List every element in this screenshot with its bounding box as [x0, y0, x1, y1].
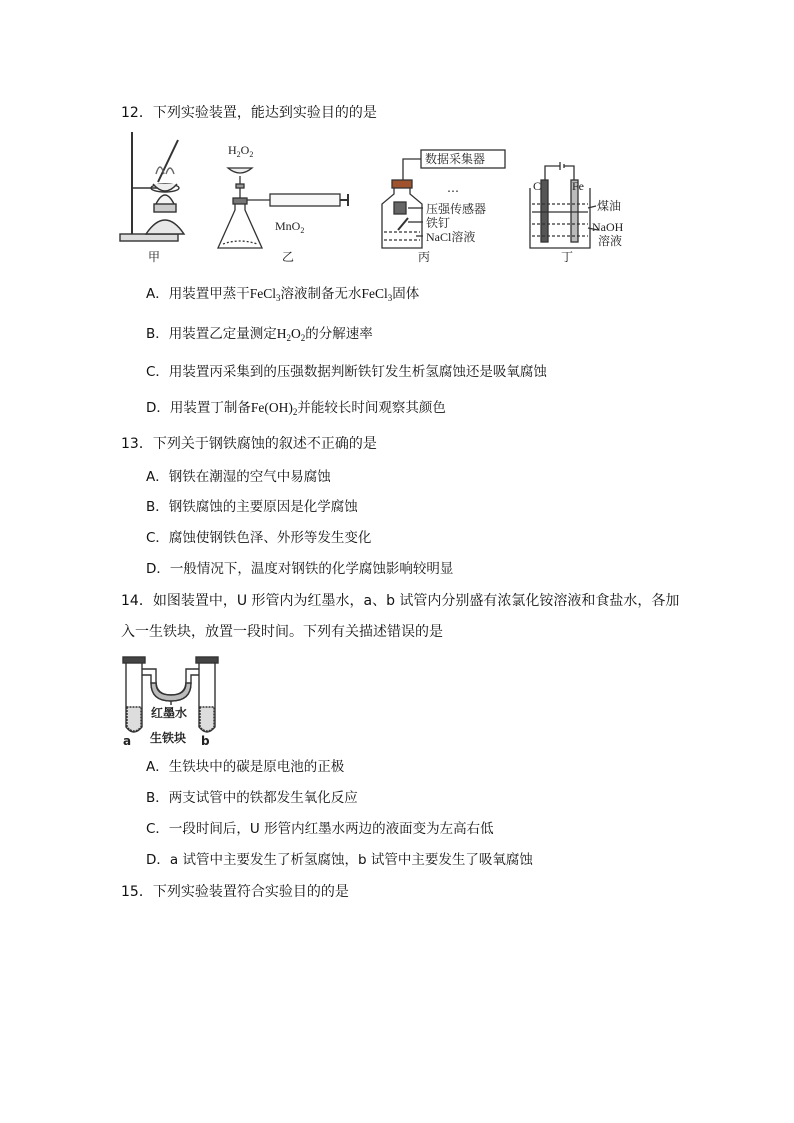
yi-mno2-label: MnO$_2$ — [275, 219, 305, 235]
caption-bing: 丙 — [418, 250, 431, 264]
caption-jia: 甲 — [148, 250, 161, 264]
caption-yi: 乙 — [282, 250, 295, 264]
ding-kerosene-label: 煤油 — [597, 199, 622, 213]
yi-h2o2-label: $H_2O_2$ — [228, 143, 254, 159]
bing-nail-label: 铁钉 — [426, 216, 451, 230]
apparatus-yi — [218, 168, 348, 248]
q14-figure — [118, 655, 228, 747]
q14-red-ink-label: 红墨水 — [151, 706, 188, 720]
bing-collector-label: 数据采集器 — [425, 152, 486, 166]
q14-tube-a-label: a — [123, 734, 132, 747]
q14-option-d[interactable]: D．a 试管中主要发生了析氢腐蚀，b 试管中主要发生了吸氧腐蚀 — [146, 852, 533, 868]
q13-stem: 13．下列关于钢铁腐蚀的叙述不正确的是 — [121, 436, 377, 452]
q13-option-a[interactable]: A．钢铁在潮湿的空气中易腐蚀 — [146, 469, 331, 485]
q14-stem-line2: 入一生铁块，放置一段时间。下列有关描述错误的是 — [121, 624, 443, 640]
q15-stem: 15．下列实验装置符合实验目的的是 — [121, 884, 349, 900]
q12-option-b[interactable]: B．用装置乙定量测定$H_2O_2$的分解速率 — [146, 326, 373, 343]
q13-option-b[interactable]: B．钢铁腐蚀的主要原因是化学腐蚀 — [146, 499, 358, 515]
ding-c-label: C — [533, 179, 542, 193]
q14-option-b[interactable]: B．两支试管中的铁都发生氧化反应 — [146, 790, 358, 806]
q14-iron-block-label: 生铁块 — [150, 731, 187, 745]
bing-sensor-label: 压强传感器 — [426, 202, 487, 216]
q12-stem: 12．下列实验装置，能达到实验目的的是 — [121, 105, 377, 121]
q13-option-c[interactable]: C．腐蚀使钢铁色泽、外形等发生变化 — [146, 530, 372, 546]
q13-option-d[interactable]: D．一般情况下，温度对钢铁的化学腐蚀影响较明显 — [146, 561, 454, 577]
ding-fe-label: Fe — [572, 179, 584, 193]
q12-option-d[interactable]: D．用装置丁制备$Fe(OH)_2$并能较长时间观察其颜色 — [146, 400, 446, 417]
q14-tube-b-label: b — [201, 734, 210, 747]
ding-solution-label: 溶液 — [598, 234, 623, 248]
q12-option-c[interactable]: C．用装置丙采集到的压强数据判断铁钉发生析氢腐蚀还是吸氧腐蚀 — [146, 364, 547, 380]
apparatus-jia — [120, 132, 184, 241]
ding-naoh-label: NaOH — [592, 220, 624, 234]
q12-option-a[interactable]: A．用装置甲蒸干FeCl$_3$溶液制备无水FeCl$_3$固体 — [146, 286, 420, 303]
q14-option-c[interactable]: C．一段时间后，U 形管内红墨水两边的液面变为左高右低 — [146, 821, 494, 837]
q14-stem-line1: 14．如图装置中，U 形管内为红墨水，a、b 试管内分别盛有浓氯化铵溶液和食盐水，各加 — [121, 593, 680, 609]
q14-option-a[interactable]: A．生铁块中的碳是原电池的正极 — [146, 759, 345, 775]
q12-figure — [110, 130, 670, 265]
apparatus-ding — [530, 162, 598, 248]
caption-ding: 丁 — [561, 250, 574, 264]
bing-nacl-label: NaCl溶液 — [426, 230, 476, 244]
bing-ellipsis: … — [447, 181, 459, 195]
